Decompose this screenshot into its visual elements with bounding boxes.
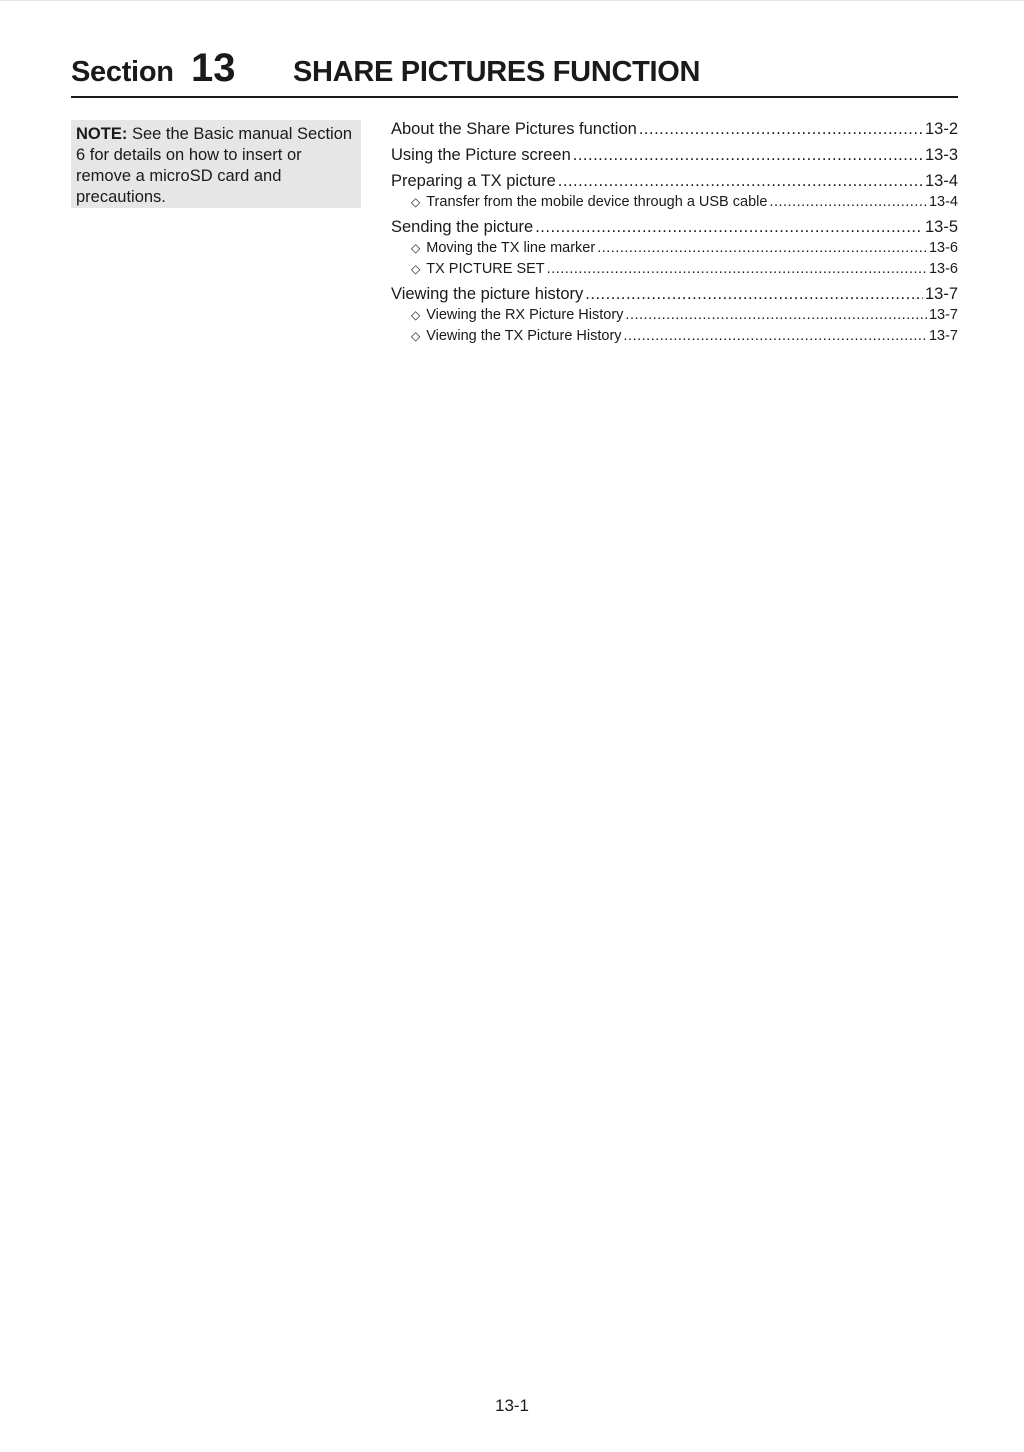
diamond-outline-icon: ◇: [411, 262, 421, 276]
toc-entry-label: Preparing a TX picture: [391, 172, 556, 190]
note-text: See the Basic manual Section 6 for details on how to insert or remove a microSD card and precautions.: [76, 125, 353, 206]
dot-leader: [547, 259, 927, 279]
section-number: 13: [191, 46, 236, 90]
toc-entry-label: Sending the picture: [391, 218, 534, 236]
top-border: [0, 0, 1024, 1]
toc-entry-page: 13-5: [924, 218, 958, 236]
diamond-outline-icon: ◇: [411, 195, 421, 209]
toc-subentry-label: Moving the TX line marker: [426, 240, 596, 256]
section-label: Section: [71, 56, 174, 88]
toc-entry-label: Viewing the picture history: [391, 285, 584, 303]
toc-entry[interactable]: [391, 117, 958, 143]
dot-leader: [624, 326, 927, 346]
toc-entry-page: 13-4: [924, 172, 958, 190]
toc-entry-page: 13-7: [924, 285, 958, 303]
toc-entry[interactable]: [391, 143, 958, 169]
diamond-outline-icon: ◇: [411, 329, 421, 343]
toc-subentry[interactable]: [391, 259, 958, 280]
toc-subentry[interactable]: [391, 326, 958, 347]
toc-subentry-page: 13-6: [928, 240, 958, 256]
toc-subentry-label: TX PICTURE SET: [426, 261, 545, 277]
dot-leader: [585, 282, 923, 306]
page-number: 13-1: [494, 1396, 530, 1415]
toc-entry-page: 13-3: [924, 146, 958, 164]
diamond-outline-icon: ◇: [411, 308, 421, 322]
dot-leader: [625, 305, 927, 325]
toc-entry-label: About the Share Pictures function: [391, 120, 637, 138]
toc-entry-label: Using the Picture screen: [391, 146, 571, 164]
toc-subentry-page: 13-6: [928, 261, 958, 277]
dot-leader: [597, 238, 927, 258]
diamond-outline-icon: ◇: [411, 241, 421, 255]
dot-leader: [769, 192, 927, 212]
toc-subentry-page: 13-7: [928, 307, 958, 323]
toc-subentry-page: 13-7: [928, 328, 958, 344]
toc-subentry[interactable]: [391, 305, 958, 326]
section-title: SHARE PICTURES FUNCTION: [293, 56, 701, 88]
dot-leader: [558, 169, 923, 193]
dot-leader: [639, 117, 923, 141]
toc-subentry-label: Transfer from the mobile device through a USB cable: [426, 194, 768, 210]
dot-leader: [535, 215, 923, 239]
toc-subentry[interactable]: [391, 238, 958, 259]
toc-subentry-page: 13-4: [928, 194, 958, 210]
table-of-contents: [391, 117, 958, 347]
toc-entry-page: 13-2: [924, 120, 958, 138]
toc-subentry[interactable]: [391, 192, 958, 213]
toc-subentry-label: Viewing the RX Picture History: [426, 307, 624, 323]
toc-subentry-label: Viewing the TX Picture History: [426, 328, 622, 344]
note-box: [71, 120, 361, 208]
note-label: NOTE:: [76, 125, 128, 143]
dot-leader: [573, 143, 923, 167]
section-header: [71, 44, 958, 98]
